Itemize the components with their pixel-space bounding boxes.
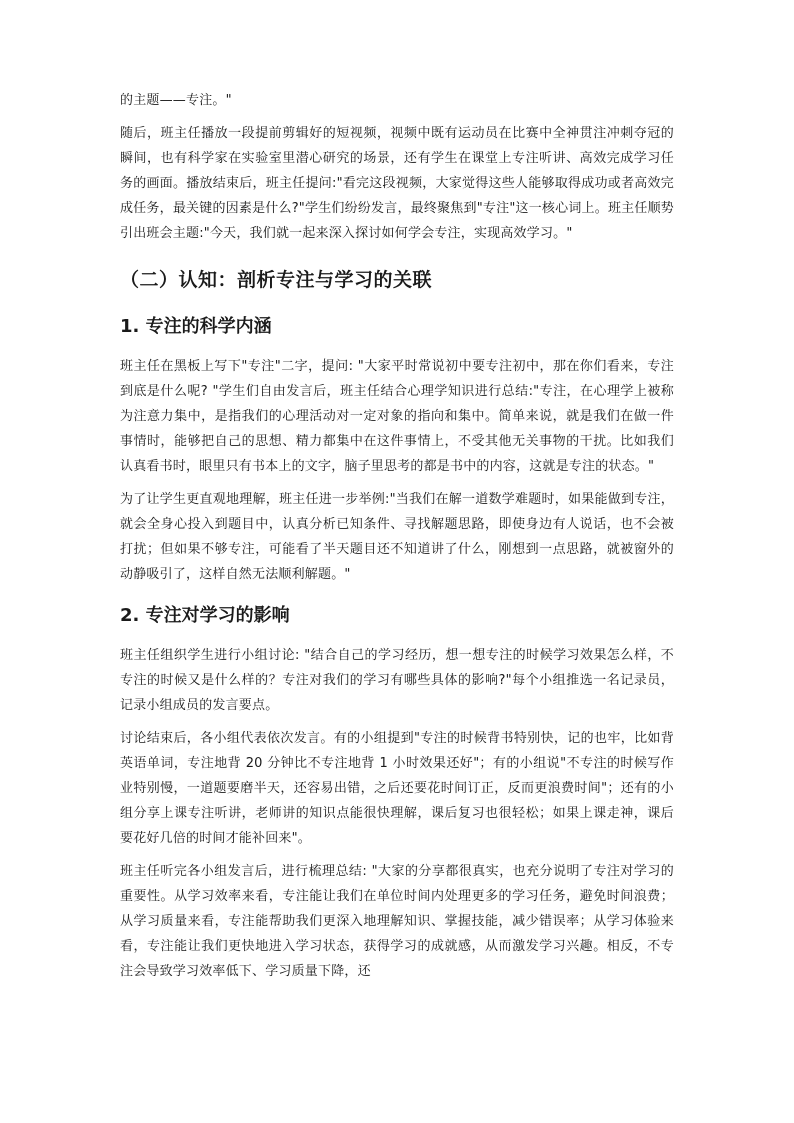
section-heading-cognition: （二）认知：剖析专注与学习的关联 (120, 269, 433, 291)
subsection-heading-impact: 2. 专注对学习的影响 (120, 605, 290, 626)
paragraph-group-reports: 讨论结束后，各小组代表依次发言。有的小组提到"专注的时候背书特别快，记的也牢，比如背英语单词，专注地背 20 分钟比不专注地背 1 小时效果还好"；有的小组说"不专注的时候写作业特别慢，一道题要磨半天，还容易出错，之后还要花时间订正，反而更浪费时间"；还有的小组分享上课专注听讲，老师讲的知识点能很快理解，课后复习也很轻松；如果上课走神，课后要花好几倍的时间才能补回来"。 (120, 731, 674, 846)
subsection-heading-scientific-meaning: 1. 专注的科学内涵 (120, 316, 272, 337)
paragraph-focus-example: 为了让学生更直观地理解，班主任进一步举例:"当我们在解一道数学难题时，如果能做到专注，就会全身心投入到题目中，认真分析已知条件、寻找解题思路，即使身边有人说话，也不会被打扰；但如果不够专注，可能看了半天题目还不知道讲了什么，刚想到一点思路，就被窗外的动静吸引了，这样自然无法顺利解题。" (120, 492, 674, 582)
paragraph-video-intro: 随后，班主任播放一段提前剪辑好的短视频，视频中既有运动员在比赛中全神贯注冲刺夺冠的瞬间，也有科学家在实验室里潜心研究的场景，还有学生在课堂上专注听讲、高效完成学习任务的画面。播放结束后，班主任提问:"看完这段视频，大家觉得这些人能够取得成功或者高效完成任务，最关键的因素是什么?"学生们纷纷发言，最终聚焦到"专注"这一核心词上。班主任顺势引出班会主题:"今天，我们就一起来深入探讨如何学会专注，实现高效学习。" (120, 126, 674, 241)
document-page (120, 88, 674, 992)
paragraph-group-discussion: 班主任组织学生进行小组讨论: "结合自己的学习经历，想一想专注的时候学习效果怎么样，不专注的时候又是什么样的？专注对我们的学习有哪些具体的影响?"每个小组推选一名记录员，记录小组成员的发言要点。 (120, 648, 674, 713)
paragraph-teacher-summary: 班主任听完各小组发言后，进行梳理总结: "大家的分享都很真实，也充分说明了专注对学习的重要性。从学习效率来看，专注能让我们在单位时间内处理更多的学习任务，避免时间浪费；从学习质量来看，专注能帮助我们更深入地理解知识、掌握技能，减少错误率；从学习体验来看，专注能让我们更快地进入学习状态，获得学习的成就感，从而激发学习兴趣。相反，不专注会导致学习效率低下、学习质量下降，还 (120, 864, 674, 979)
paragraph-focus-definition: 班主任在黑板上写下"专注"二字，提问: "大家平时常说初中要专注初中，那在你们看来，专注到底是什么呢? "学生们自由发言后，班主任结合心理学知识进行总结:"专注，在心理学上被称为注意力集中，是指我们的心理活动对一定对象的指向和集中。简单来说，就是我们在做一件事情时，能够把自己的思想、精力都集中在这件事情上，不受其他无关事物的干扰。比如我们认真看书时，眼里只有书本上的文字，脑子里思考的都是书中的内容，这就是专注的状态。" (120, 359, 674, 474)
paragraph-theme-end: 的主题——专注。" (120, 93, 232, 108)
